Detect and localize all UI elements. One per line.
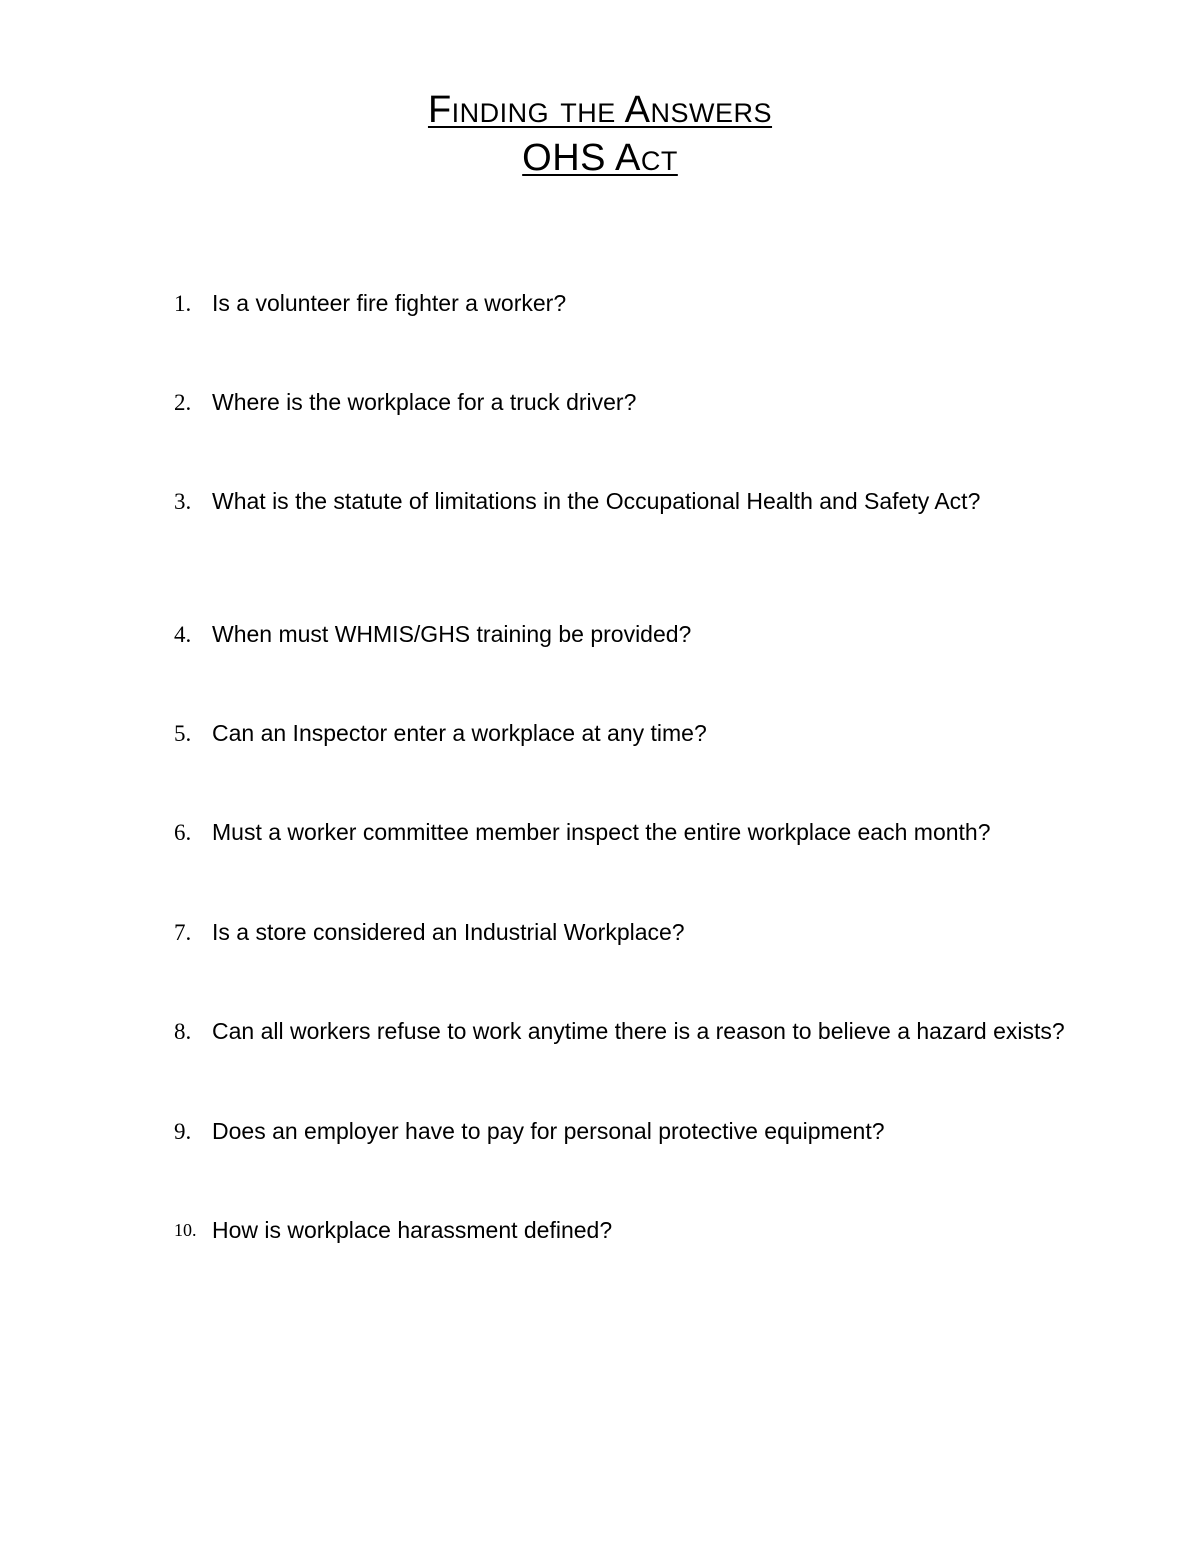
question-number: 10.: [174, 1220, 197, 1240]
question-text: Is a volunteer fire fighter a worker?: [212, 290, 567, 316]
title-block: [0, 86, 1200, 182]
question-number: 3.: [174, 489, 192, 514]
document-subtitle: OHS Act: [522, 137, 678, 179]
question-number: 1.: [174, 291, 192, 316]
question-text: Is a store considered an Industrial Workplace?: [212, 919, 685, 945]
question-number: 9.: [174, 1119, 192, 1144]
question-number: 5.: [174, 721, 192, 746]
question-text: How is workplace harassment defined?: [212, 1217, 613, 1243]
question-number: 7.: [174, 920, 192, 945]
question-text: Where is the workplace for a truck driver?: [212, 389, 637, 415]
question-number: 2.: [174, 390, 192, 415]
question-number: 4.: [174, 622, 192, 647]
question-text: What is the statute of limitations in the Occupational Health and Safety Act?: [212, 488, 981, 514]
question-text: When must WHMIS/GHS training be provided?: [212, 621, 692, 647]
question-text: Does an employer have to pay for personal protective equipment?: [212, 1118, 885, 1144]
question-number: 8.: [174, 1019, 192, 1044]
question-text: Can an Inspector enter a workplace at any time?: [212, 720, 707, 746]
question-text: Must a worker committee member inspect the entire workplace each month?: [212, 819, 991, 845]
document-title: Finding the Answers: [427, 89, 773, 131]
question-text: Can all workers refuse to work anytime there is a reason to believe a hazard exists?: [212, 1018, 1065, 1044]
question-number: 6.: [174, 820, 192, 845]
